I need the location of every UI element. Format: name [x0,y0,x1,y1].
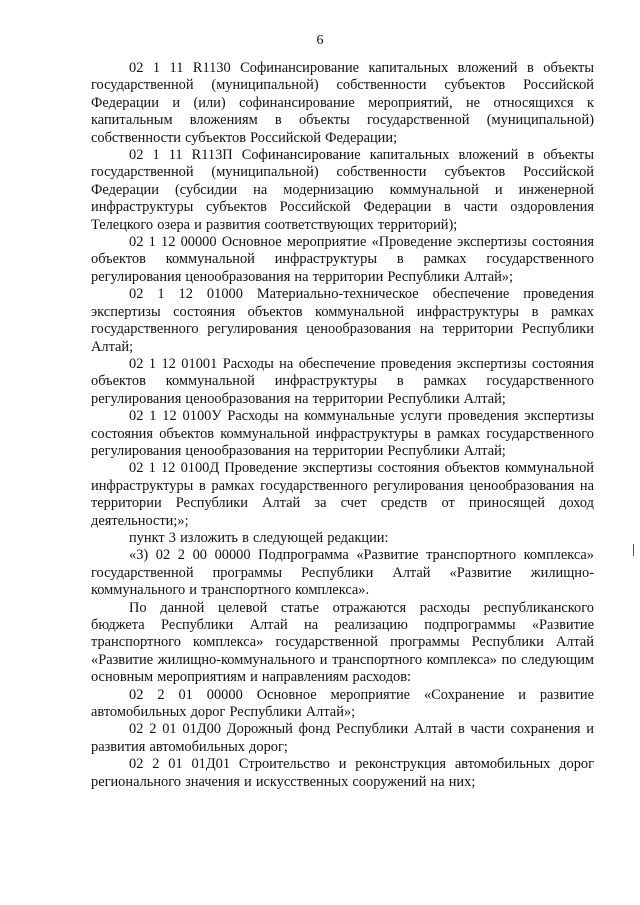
page-number: 6 [316,33,324,48]
paragraph-expenses-description: По данной целевой статье отражаются расходы республиканского бюджета Республики Алтай на реализацию подпрограммы «Развитие транспортного комплекса» государственной программы Республики Алтай «Развитие жилищно-коммунального и транспортного комплекса» по следующим основным мероприятиям и направлениям расходов: [91,599,594,686]
paragraph-02-1-12-0100d: 02 1 12 0100Д Проведение экспертизы состояния объектов коммунальной инфраструктуры в рамках государственного регулирования ценообразования на территории Республики Алтай за счет средств от приносящей доход деятельности;»; [91,460,594,529]
paragraph-point-3-intro: пункт 3 изложить в следующей редакции: [129,529,389,546]
paragraph-02-1-12-0100u: 02 1 12 0100У Расходы на коммунальные услуги проведения экспертизы состояния объектов коммунальной инфраструктуры в рамках государственного регулирования ценообразования на территории Республики Алтай; [91,408,594,459]
margin-scan-mark [633,544,634,556]
paragraph-subprogram-02-2: «3) 02 2 00 00000 Подпрограмма «Развитие транспортного комплекса» государственной программы Республики Алтай «Развитие жилищно-коммунального и транспортного комплекса». [91,547,594,599]
paragraph-02-2-01-01d00: 02 2 01 01Д00 Дорожный фонд Республики Алтай в части сохранения и развития автомобильных дорог; [91,721,594,755]
paragraph-r113p: 02 1 11 R113П Софинансирование капитальных вложений в объекты государственной (муниципальной) собственности субъектов Российской Федерации (субсидии на модернизацию коммунальной и инженерной инфраструктуры субъектов Российской Федерации в части оздоровления Телецкого озера и развития соответствующих территорий); [91,147,594,233]
paragraph-02-1-12-00000: 02 1 12 00000 Основное мероприятие «Проведение экспертизы состояния объектов коммунальной инфраструктуры в рамках государственного регулирования ценообразования на территории Республики Алтай»; [91,234,594,285]
paragraph-02-1-12-01000: 02 1 12 01000 Материально-техническое обеспечение проведения экспертизы состояния объектов коммунальной инфраструктуры в рамках государственного регулирования ценообразования на территории Республики Алтай; [91,286,594,355]
paragraph-r1130: 02 1 11 R1130 Софинансирование капитальных вложений в объекты государственной (муниципальной) собственности субъектов Российской Федерации и (или) софинансирование мероприятий, не относящихся к капитальным вложениям в объекты государственной (муниципальной) собственности субъектов Российской Федерации; [91,60,594,146]
paragraph-02-2-01-00000: 02 2 01 00000 Основное мероприятие «Сохранение и развитие автомобильных дорог Республики Алтай»; [91,686,594,721]
paragraph-02-2-01-01d01: 02 2 01 01Д01 Строительство и реконструкция автомобильных дорог регионального значения и искусственных сооружений на них; [91,756,594,790]
paragraph-02-1-12-01001: 02 1 12 01001 Расходы на обеспечение проведения экспертизы состояния объектов коммунальной инфраструктуры в рамках государственного регулирования ценообразования на территории Республики Алтай; [91,355,594,407]
document-body [91,60,594,791]
